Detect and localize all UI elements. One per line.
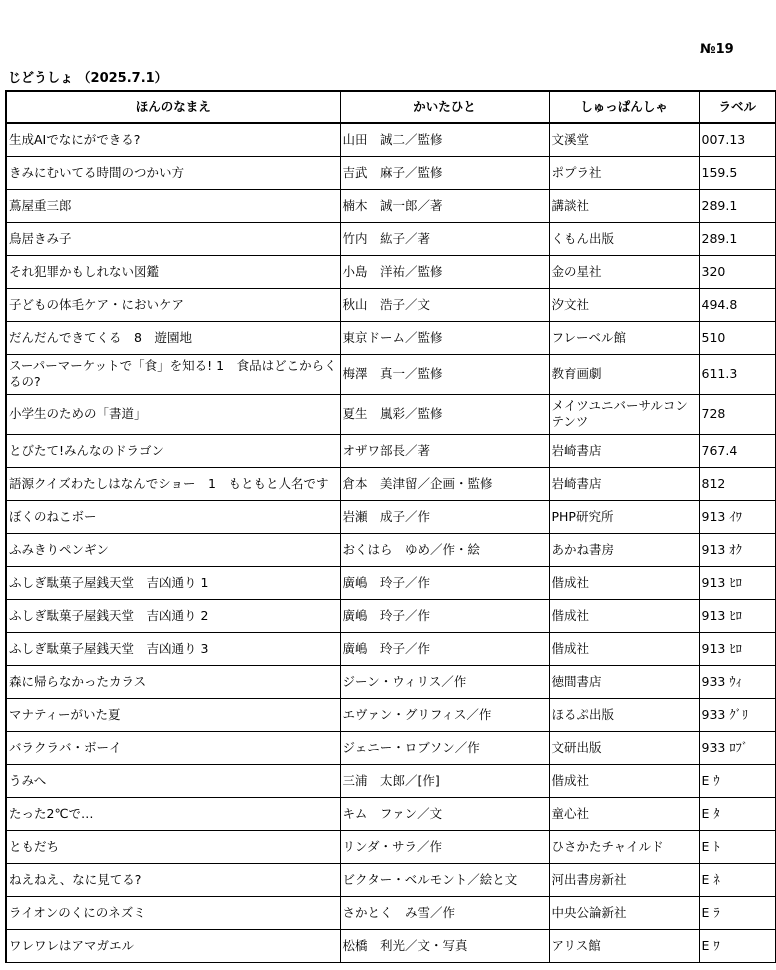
table-row: [6, 288, 776, 321]
cell-author: ジェニー・ロブソン／作: [340, 731, 549, 764]
cell-book-title: 語源クイズわたしはなんでショー 1 もともと人名です: [6, 467, 340, 500]
cell-author: おくはら ゆめ／作・絵: [340, 533, 549, 566]
cell-book-title: 生成AIでなにができる?: [6, 123, 340, 156]
table-row: [6, 764, 776, 797]
cell-book-title: スーパーマーケットで「食」を知る! 1 食品はどこからくるの?: [6, 354, 340, 394]
cell-book-title: バラクラバ・ボーイ: [6, 731, 340, 764]
cell-label: 728: [699, 394, 776, 434]
table-row: [6, 533, 776, 566]
cell-label: 289.1: [699, 222, 776, 255]
cell-book-title: ぼくのねこボー: [6, 500, 340, 533]
cell-author: 廣嶋 玲子／作: [340, 566, 549, 599]
cell-label: E ﾜ: [699, 929, 776, 962]
cell-label: E ﾗ: [699, 896, 776, 929]
table-row: [6, 566, 776, 599]
cell-author: 廣嶋 玲子／作: [340, 599, 549, 632]
cell-label: 494.8: [699, 288, 776, 321]
cell-book-title: 小学生のための「書道」: [6, 394, 340, 434]
cell-publisher: 童心社: [549, 797, 699, 830]
cell-label: 510: [699, 321, 776, 354]
cell-publisher: ポプラ社: [549, 156, 699, 189]
cell-book-title: ふしぎ駄菓子屋銭天堂 吉凶通り 3: [6, 632, 340, 665]
cell-label: 933 ｳｨ: [699, 665, 776, 698]
cell-publisher: 文溪堂: [549, 123, 699, 156]
table-row: [6, 830, 776, 863]
cell-book-title: だんだんできてくる 8 遊園地: [6, 321, 340, 354]
cell-label: 767.4: [699, 434, 776, 467]
cell-author: 岩瀬 成子／作: [340, 500, 549, 533]
cell-book-title: たった2℃で…: [6, 797, 340, 830]
table-row: [6, 255, 776, 288]
cell-author: オザワ部長／著: [340, 434, 549, 467]
table-row: [6, 632, 776, 665]
table-row: [6, 698, 776, 731]
cell-author: ジーン・ウィリス／作: [340, 665, 549, 698]
cell-publisher: 河出書房新社: [549, 863, 699, 896]
book-table: [5, 90, 776, 963]
cell-author: 倉本 美津留／企画・監修: [340, 467, 549, 500]
cell-publisher: アリス館: [549, 929, 699, 962]
cell-book-title: うみへ: [6, 764, 340, 797]
cell-author: 廣嶋 玲子／作: [340, 632, 549, 665]
cell-label: 913 ﾋﾛ: [699, 566, 776, 599]
column-header-publisher: しゅっぱんしゃ: [549, 91, 699, 123]
cell-book-title: 鳥居きみ子: [6, 222, 340, 255]
cell-author: 吉武 麻子／監修: [340, 156, 549, 189]
cell-author: 秋山 浩子／文: [340, 288, 549, 321]
cell-book-title: マナティーがいた夏: [6, 698, 340, 731]
column-header-label: ラベル: [699, 91, 776, 123]
cell-publisher: ひさかたチャイルド: [549, 830, 699, 863]
column-header-author: かいたひと: [340, 91, 549, 123]
cell-book-title: ワレワレはアマガエル: [6, 929, 340, 962]
cell-book-title: きみにむいてる時間のつかい方: [6, 156, 340, 189]
cell-publisher: 徳間書店: [549, 665, 699, 698]
cell-publisher: 講談社: [549, 189, 699, 222]
cell-book-title: ライオンのくにのネズミ: [6, 896, 340, 929]
table-row: [6, 665, 776, 698]
list-number: №19: [700, 42, 734, 57]
cell-book-title: ふしぎ駄菓子屋銭天堂 吉凶通り 2: [6, 599, 340, 632]
table-row: [6, 731, 776, 764]
table-header-row: [6, 91, 776, 123]
cell-label: 007.13: [699, 123, 776, 156]
cell-author: 山田 誠二／監修: [340, 123, 549, 156]
cell-publisher: メイツユニバーサルコンテンツ: [549, 394, 699, 434]
cell-publisher: 岩崎書店: [549, 434, 699, 467]
cell-publisher: 金の星社: [549, 255, 699, 288]
cell-publisher: 偕成社: [549, 632, 699, 665]
table-row: [6, 863, 776, 896]
cell-publisher: PHP研究所: [549, 500, 699, 533]
cell-label: 913 ｵｸ: [699, 533, 776, 566]
table-row: [6, 189, 776, 222]
cell-author: 夏生 嵐彩／監修: [340, 394, 549, 434]
table-row: [6, 797, 776, 830]
cell-book-title: とびたて!みんなのドラゴン: [6, 434, 340, 467]
cell-book-title: それ犯罪かもしれない図鑑: [6, 255, 340, 288]
table-body: [6, 123, 776, 962]
cell-book-title: ふみきりペンギン: [6, 533, 340, 566]
cell-label: 812: [699, 467, 776, 500]
cell-book-title: ねえねえ、なに見てる?: [6, 863, 340, 896]
cell-author: 小島 洋祐／監修: [340, 255, 549, 288]
cell-author: 竹内 紘子／著: [340, 222, 549, 255]
cell-author: ビクター・ベルモント／絵と文: [340, 863, 549, 896]
cell-label: 933 ｸﾞﾘ: [699, 698, 776, 731]
cell-book-title: ふしぎ駄菓子屋銭天堂 吉凶通り 1: [6, 566, 340, 599]
table-row: [6, 467, 776, 500]
table-row: [6, 500, 776, 533]
cell-label: E ﾈ: [699, 863, 776, 896]
table-row: [6, 222, 776, 255]
table-row: [6, 929, 776, 962]
cell-label: E ｳ: [699, 764, 776, 797]
cell-author: 東京ドーム／監修: [340, 321, 549, 354]
cell-publisher: 中央公論新社: [549, 896, 699, 929]
cell-author: エヴァン・グリフィス／作: [340, 698, 549, 731]
list-title: じどうしょ （2025.7.1）: [8, 71, 168, 86]
table-row: [6, 599, 776, 632]
cell-label: 320: [699, 255, 776, 288]
column-header-title: ほんのなまえ: [6, 91, 340, 123]
cell-publisher: あかね書房: [549, 533, 699, 566]
cell-author: 三浦 太郎／[作]: [340, 764, 549, 797]
cell-publisher: 偕成社: [549, 764, 699, 797]
cell-label: 611.3: [699, 354, 776, 394]
cell-label: 289.1: [699, 189, 776, 222]
cell-label: 913 ﾋﾛ: [699, 632, 776, 665]
table-row: [6, 123, 776, 156]
cell-publisher: 偕成社: [549, 566, 699, 599]
cell-author: 松橋 利光／文・写真: [340, 929, 549, 962]
table-row: [6, 354, 776, 394]
cell-label: 933 ﾛﾌﾞ: [699, 731, 776, 764]
table-row: [6, 434, 776, 467]
cell-publisher: 偕成社: [549, 599, 699, 632]
cell-book-title: ともだち: [6, 830, 340, 863]
cell-author: さかとく み雪／作: [340, 896, 549, 929]
cell-author: キム ファン／文: [340, 797, 549, 830]
cell-publisher: フレーベル館: [549, 321, 699, 354]
cell-label: E ﾀ: [699, 797, 776, 830]
table-row: [6, 156, 776, 189]
cell-label: 913 ﾋﾛ: [699, 599, 776, 632]
table-row: [6, 896, 776, 929]
cell-publisher: くもん出版: [549, 222, 699, 255]
cell-author: リンダ・サラ／作: [340, 830, 549, 863]
cell-label: 913 ｲﾜ: [699, 500, 776, 533]
cell-book-title: 森に帰らなかったカラス: [6, 665, 340, 698]
cell-publisher: 文研出版: [549, 731, 699, 764]
cell-label: 159.5: [699, 156, 776, 189]
cell-author: 楠木 誠一郎／著: [340, 189, 549, 222]
cell-publisher: 教育画劇: [549, 354, 699, 394]
table-row: [6, 321, 776, 354]
cell-publisher: ほるぷ出版: [549, 698, 699, 731]
cell-book-title: 子どもの体毛ケア・においケア: [6, 288, 340, 321]
cell-publisher: 岩崎書店: [549, 467, 699, 500]
cell-author: 梅澤 真一／監修: [340, 354, 549, 394]
cell-publisher: 汐文社: [549, 288, 699, 321]
cell-label: E ﾄ: [699, 830, 776, 863]
cell-book-title: 蔦屋重三郎: [6, 189, 340, 222]
table-row: [6, 394, 776, 434]
